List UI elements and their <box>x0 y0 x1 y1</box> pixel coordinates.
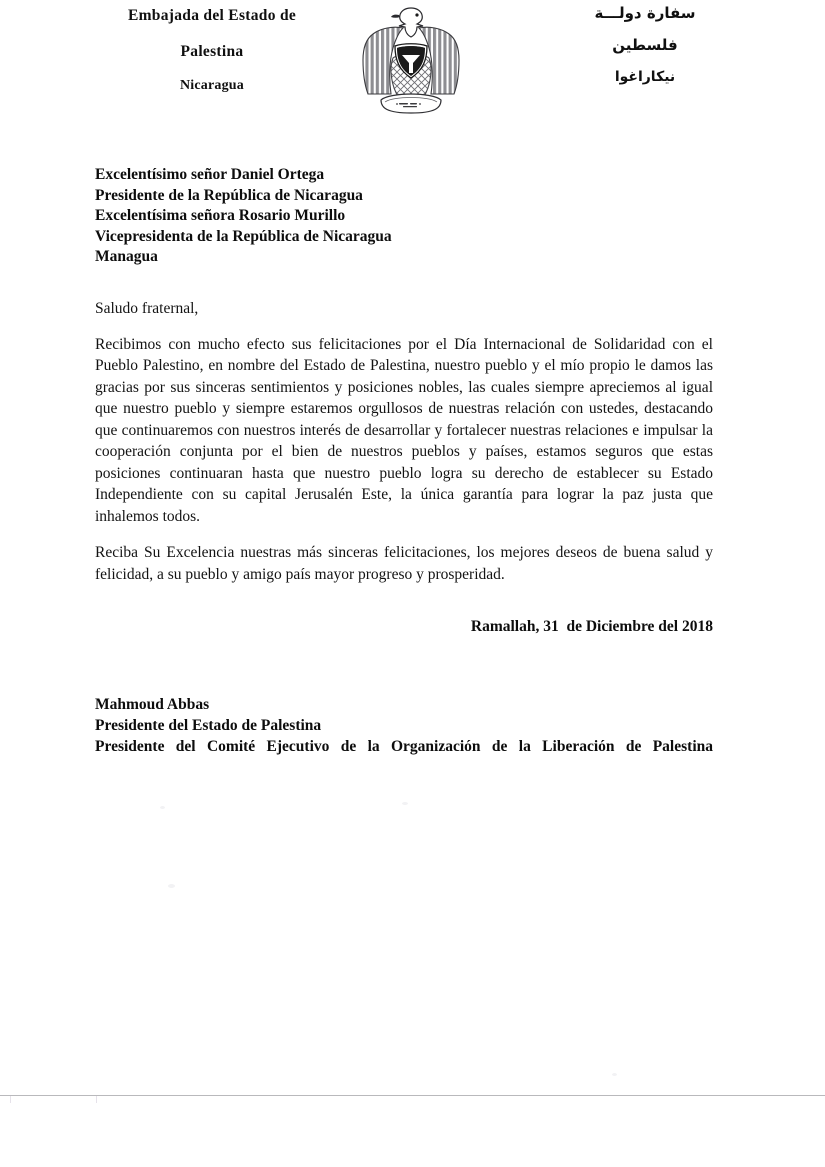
letterhead-spanish-line1: Embajada del Estado de <box>127 7 297 24</box>
addressee-line-4: Vicepresidenta de la República de Nicaragua <box>95 227 392 245</box>
scan-speck <box>168 884 175 888</box>
letterhead-arabic <box>555 6 735 84</box>
scan-artifact-tick <box>96 1096 97 1103</box>
body-paragraph-2: Reciba Su Excelencia nuestras más sinceras felicitaciones, los mejores deseos de buena salud y felicidad, a su pueblo y amigo país mayor progreso y prosperidad. <box>95 544 713 583</box>
signer-name: Mahmoud Abbas <box>95 696 210 713</box>
letter-body <box>95 298 713 585</box>
eagle-of-saladin-icon <box>355 2 467 124</box>
signer-title-1: Presidente del Estado de Palestina <box>95 717 322 734</box>
scan-artifact-tick <box>10 1096 11 1103</box>
date-line: Ramallah, 31 de Diciembre del 2018 <box>470 618 713 635</box>
letterhead-spanish <box>62 8 362 93</box>
scan-speck <box>612 1073 617 1076</box>
signature-block <box>95 694 713 778</box>
scan-speck <box>160 806 165 809</box>
letterhead <box>0 0 825 130</box>
letterhead-arabic-line1: سفارة دولـــة <box>594 4 696 22</box>
addressee-line-1: Excelentísimo señor Daniel Ortega <box>95 166 325 183</box>
addressee-block <box>95 165 715 268</box>
addressee-line-3: Excelentísima señora Rosario Murillo <box>95 207 346 224</box>
scan-artifact-line <box>0 1095 825 1096</box>
addressee-line-5: Managua <box>95 248 158 265</box>
signer-title-2: Presidente del Comité Ejecutivo de la Organización de la Liberación de Palestina <box>95 738 713 755</box>
letterhead-spanish-line2: Palestina <box>180 42 244 60</box>
addressee-line-2: Presidente de la República de Nicaragua <box>95 186 363 204</box>
letterhead-arabic-line3: نيكاراغوا <box>614 69 676 85</box>
letterhead-arabic-line2: فلسطين <box>612 36 678 54</box>
body-paragraph-1: Recibimos con mucho efecto sus felicitaciones por el Día Internacional de Solidaridad con el Pueblo Palestino, en nombre del Estado de Palestina, nuestro pueblo y el mío propio le damos las gracias por sus sinceras sentimientos y posiciones nobles, las cuales siempre apreciemos al igual que nuestro pueblo y siempre estaremos orgullosos de nuestras relación con ustedes, destacando que continuaremos con nuestros interés de desarrollar y fortalecer nuestras relaciones e impulsar la cooperación conjunta por el bien de nuestros pueblos y países, estamos seguros que estas posiciones continuaran hasta que nuestro pueblo logra su derecho de establecer su Estado Independiente con su capital Jerusalén Este, la única garantía para lograr la paz justa que inhalemos todos. <box>95 335 713 525</box>
scan-speck <box>402 802 408 805</box>
letterhead-spanish-line3: Nicaragua <box>179 78 244 93</box>
salutation: Saludo fraternal, <box>95 300 199 317</box>
